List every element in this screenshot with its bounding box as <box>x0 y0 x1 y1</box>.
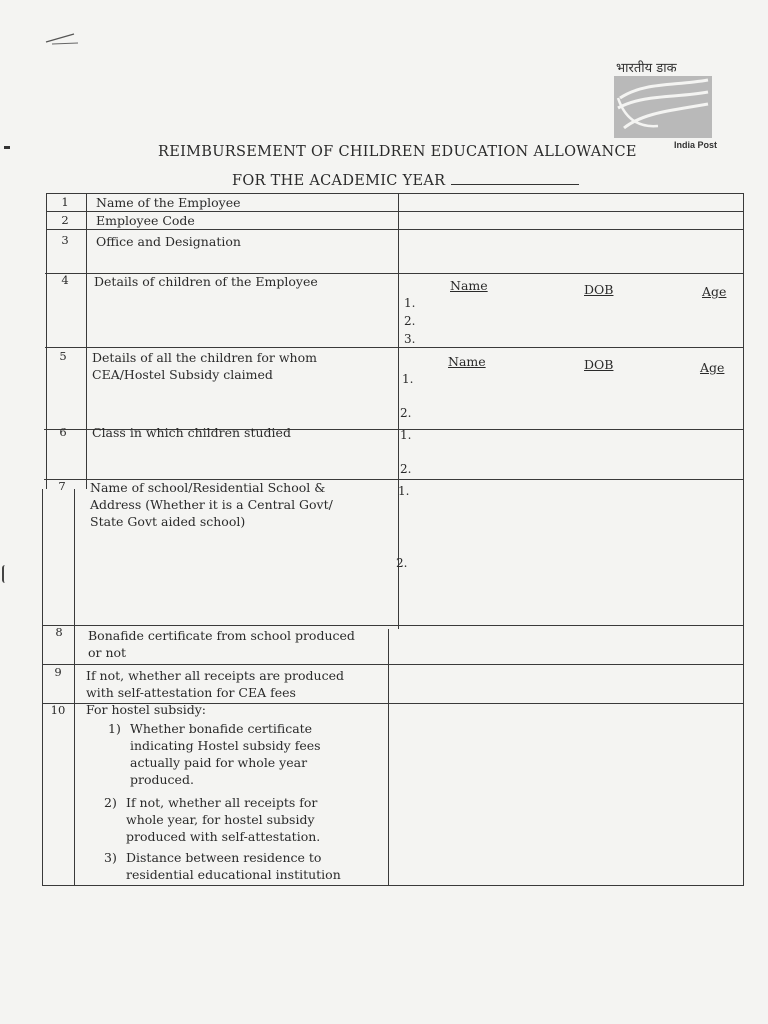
row-number: 9 <box>54 665 62 679</box>
cea-form-table <box>42 193 744 887</box>
form-subtitle <box>232 172 579 189</box>
row-number: 10 <box>50 703 66 717</box>
table-rule <box>43 625 743 626</box>
sub-item-bonafide-hostel <box>130 720 382 788</box>
table-rule <box>743 193 744 886</box>
enum-item: 1. <box>400 428 412 442</box>
table-rule <box>86 193 87 489</box>
academic-year-blank[interactable] <box>451 172 579 185</box>
sub-item-hostel-receipts <box>126 794 382 845</box>
column-header-dob: DOB <box>584 357 614 372</box>
label-line: or not <box>88 645 127 660</box>
row-number: 2 <box>61 213 69 227</box>
academic-year-label: FOR THE ACADEMIC YEAR <box>232 173 446 189</box>
logo-wave-icon <box>614 76 712 138</box>
column-header-dob: DOB <box>584 282 614 297</box>
row-label-school-address <box>90 479 333 530</box>
column-header-name: Name <box>448 354 486 369</box>
column-header-name: Name <box>450 278 488 293</box>
table-rule <box>42 489 43 886</box>
label-line: with self-attestation for CEA fees <box>86 685 296 700</box>
enum-item: 1. <box>404 296 416 310</box>
sub-item-distance <box>126 849 382 883</box>
row-label-employee-code: Employee Code <box>96 213 195 228</box>
column-header-age: Age <box>702 284 727 299</box>
enum-item: 2. <box>396 556 408 570</box>
row-label-cea-children <box>92 349 317 383</box>
row-label-hostel-subsidy: For hostel subsidy: <box>86 702 207 717</box>
label-line: Details of all the children for whom <box>92 350 317 365</box>
table-rule <box>45 347 743 348</box>
label-line: If not, whether all receipts are produced <box>86 668 345 683</box>
label-line: produced with self-attestation. <box>126 829 321 844</box>
label-line: Distance between residence to <box>126 850 322 865</box>
table-rule <box>46 229 744 230</box>
label-line: If not, whether all receipts for <box>126 795 318 810</box>
row-label-office-designation: Office and Designation <box>96 234 241 249</box>
label-line: indicating Hostel subsidy fees <box>130 738 321 753</box>
form-title: REIMBURSEMENT OF CHILDREN EDUCATION ALLOWANCE <box>158 144 637 160</box>
label-line: Whether bonafide certificate <box>130 721 313 736</box>
scan-mark <box>44 30 80 46</box>
sub-item-number: 2) <box>104 795 117 810</box>
sub-item-number: 3) <box>104 850 117 865</box>
row-number: 8 <box>55 625 63 639</box>
scan-mark <box>2 565 9 583</box>
table-rule <box>42 885 743 886</box>
row-label-employee-name: Name of the Employee <box>96 195 241 210</box>
label-line: produced. <box>130 772 194 787</box>
table-rule <box>388 629 389 886</box>
enum-item: 2. <box>404 314 416 328</box>
row-label-bonafide-certificate <box>88 627 355 661</box>
label-line: Address (Whether it is a Central Govt/ <box>90 497 333 512</box>
enum-item: 2. <box>400 406 412 420</box>
scan-mark <box>4 146 10 149</box>
row-number: 1 <box>61 195 69 209</box>
enum-item: 2. <box>400 462 412 476</box>
logo-hindi-text: भारतीय डाक <box>616 61 677 76</box>
row-number: 7 <box>58 479 66 493</box>
row-label-class-studied: Class in which children studied <box>92 425 291 440</box>
enum-item: 1. <box>398 484 410 498</box>
enum-item: 3. <box>404 332 416 346</box>
row-number: 6 <box>59 425 67 439</box>
row-number: 4 <box>61 273 69 287</box>
table-rule <box>46 193 47 489</box>
label-line: actually paid for whole year <box>130 755 308 770</box>
table-rule <box>74 489 75 886</box>
label-line: State Govt aided school) <box>90 514 246 529</box>
label-line: CEA/Hostel Subsidy claimed <box>92 367 273 382</box>
sub-item-number: 1) <box>108 721 121 736</box>
logo-english-text: India Post <box>674 140 718 150</box>
label-line: Name of school/Residential School & <box>90 480 326 495</box>
table-rule <box>43 664 743 665</box>
logo-emblem <box>614 76 712 138</box>
row-number: 3 <box>61 233 69 247</box>
label-line: Bonafide certificate from school produced <box>88 628 355 643</box>
row-label-children-details: Details of children of the Employee <box>94 274 318 289</box>
column-header-age: Age <box>700 360 725 375</box>
label-line: residential educational institution <box>126 867 341 882</box>
row-number: 5 <box>59 349 67 363</box>
enum-item: 1. <box>402 372 414 386</box>
label-line: whole year, for hostel subsidy <box>126 812 315 827</box>
india-post-logo <box>596 56 746 156</box>
row-label-receipts-cea <box>86 667 344 701</box>
